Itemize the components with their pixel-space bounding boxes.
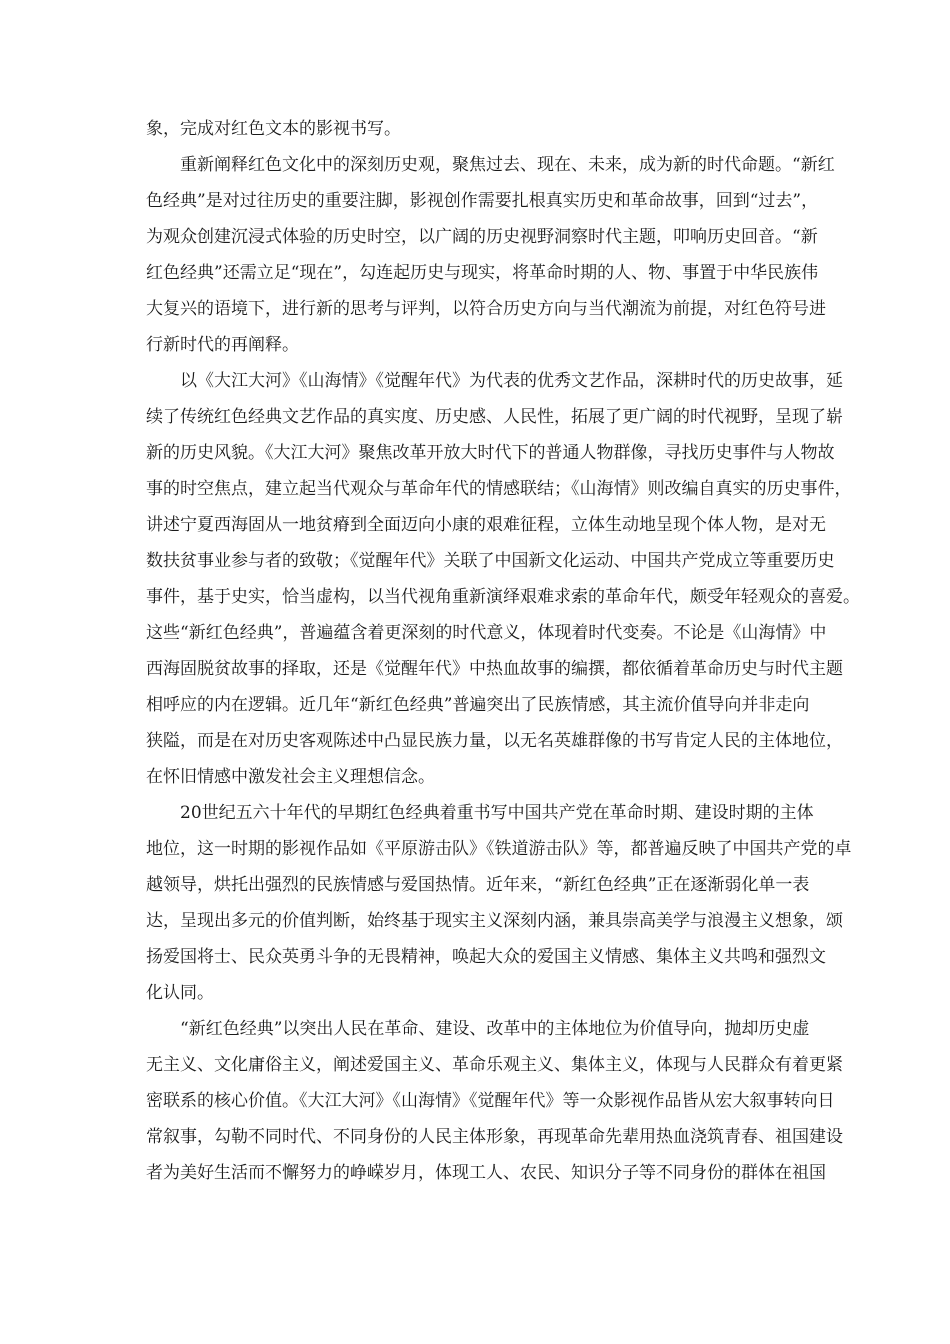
- text-line: 扬爱国将士、民众英勇斗争的无畏精神，唤起大众的爱国主义情感、集体主义共鸣和强烈文: [146, 947, 826, 967]
- paragraph-continuation: [146, 111, 806, 147]
- text-line: 密联系的核心价值。《大江大河》《山海情》《觉醒年代》等一众影视作品皆从宏大叙事转向日: [146, 1091, 835, 1111]
- text-line: 事的时空焦点，建立起当代观众与革命年代的情感联结；《山海情》则改编自真实的历史事件，: [146, 479, 852, 499]
- text-line: 地位，这一时期的影视作品如《平原游击队》《铁道游击队》等，都普遍反映了中国共产党的卓: [146, 839, 852, 859]
- text-line: 常叙事，勾勒不同时代、不同身份的人民主体形象，再现革命先辈用热血浇筑青春、祖国建设: [146, 1127, 843, 1147]
- text-line: 色经典”是对过往历史的重要注脚，影视创作需要扎根真实历史和革命故事，回到“过去”，: [146, 191, 819, 211]
- text-line: 达，呈现出多元的价值判断，始终基于现实主义深刻内涵，兼具崇高美学与浪漫主义想象，颂: [146, 911, 843, 931]
- text-line: 西海固脱贫故事的择取，还是《觉醒年代》中热血故事的编撰，都依循着革命历史与时代主题: [146, 659, 843, 679]
- text-line: 象，完成对红色文本的影视书写。: [146, 119, 401, 139]
- text-line: 20世纪五六十年代的早期红色经典着重书写中国共产党在革命时期、建设时期的主体: [180, 803, 814, 823]
- paragraph-people-centered: [146, 1011, 843, 1191]
- text-line: “新红色经典”以突出人民在革命、建设、改革中的主体地位为价值导向，抛却历史虚: [180, 1019, 810, 1039]
- text-line: 重新阐释红色文化中的深刻历史观，聚焦过去、现在、未来，成为新的时代命题。“新红: [180, 155, 835, 175]
- text-line: 者为美好生活而不懈努力的峥嵘岁月，体现工人、农民、知识分子等不同身份的群体在祖国: [146, 1163, 826, 1183]
- text-line: 这些“新红色经典”，普遍蕴含着更深刻的时代意义，体现着时代变奏。不论是《山海情》中: [146, 623, 827, 643]
- text-line: 无主义、文化庸俗主义，阐述爱国主义、革命乐观主义、集体主义，体现与人民群众有着更紧: [146, 1055, 843, 1075]
- paragraph-representative-works: [146, 363, 860, 795]
- text-line: 数扶贫事业参与者的致敬；《觉醒年代》关联了中国新文化运动、中国共产党成立等重要历史: [146, 551, 835, 571]
- text-line: 为观众创建沉浸式体验的历史时空，以广阔的历史视野洞察时代主题，叩响历史回音。“新: [146, 227, 818, 247]
- text-line: 在怀旧情感中激发社会主义理想信念。: [146, 767, 435, 787]
- text-line: 越领导，烘托出强烈的民族情感与爱国热情。近年来，“新红色经典”正在逐渐弱化单一表: [146, 875, 810, 895]
- text-line: 红色经典”还需立足“现在”，勾连起历史与现实，将革命时期的人、物、事置于中华民族伟: [146, 263, 819, 283]
- text-line: 行新时代的再阐释。: [146, 335, 299, 355]
- text-line: 相呼应的内在逻辑。近几年“新红色经典”普遍突出了民族情感，其主流价值导向并非走向: [146, 695, 810, 715]
- text-line: 续了传统红色经典文艺作品的真实度、历史感、人民性，拓展了更广阔的时代视野，呈现了崭: [146, 407, 843, 427]
- text-line: 大复兴的语境下，进行新的思考与评判，以符合历史方向与当代潮流为前提，对红色符号进: [146, 299, 826, 319]
- text-line: 新的历史风貌。《大江大河》聚焦改革开放大时代下的普通人物群像，寻找历史事件与人物故: [146, 443, 835, 463]
- document-page: [146, 111, 860, 1191]
- paragraph-early-classics: [146, 795, 852, 1011]
- text-line: 以《大江大河》《山海情》《觉醒年代》为代表的优秀文艺作品，深耕时代的历史故事，延: [180, 371, 843, 391]
- text-line: 狭隘，而是在对历史客观陈述中凸显民族力量，以无名英雄群像的书写肯定人民的主体地位，: [146, 731, 843, 751]
- text-line: 讲述宁夏西海固从一地贫瘠到全面迈向小康的艰难征程，立体生动地呈现个体人物，是对无: [146, 515, 826, 535]
- paragraph-historical-view: [146, 147, 835, 363]
- text-line: 化认同。: [146, 983, 214, 1003]
- text-line: 事件，基于史实，恰当虚构，以当代视角重新演绎艰难求索的革命年代，颇受年轻观众的喜爱。: [146, 587, 860, 607]
